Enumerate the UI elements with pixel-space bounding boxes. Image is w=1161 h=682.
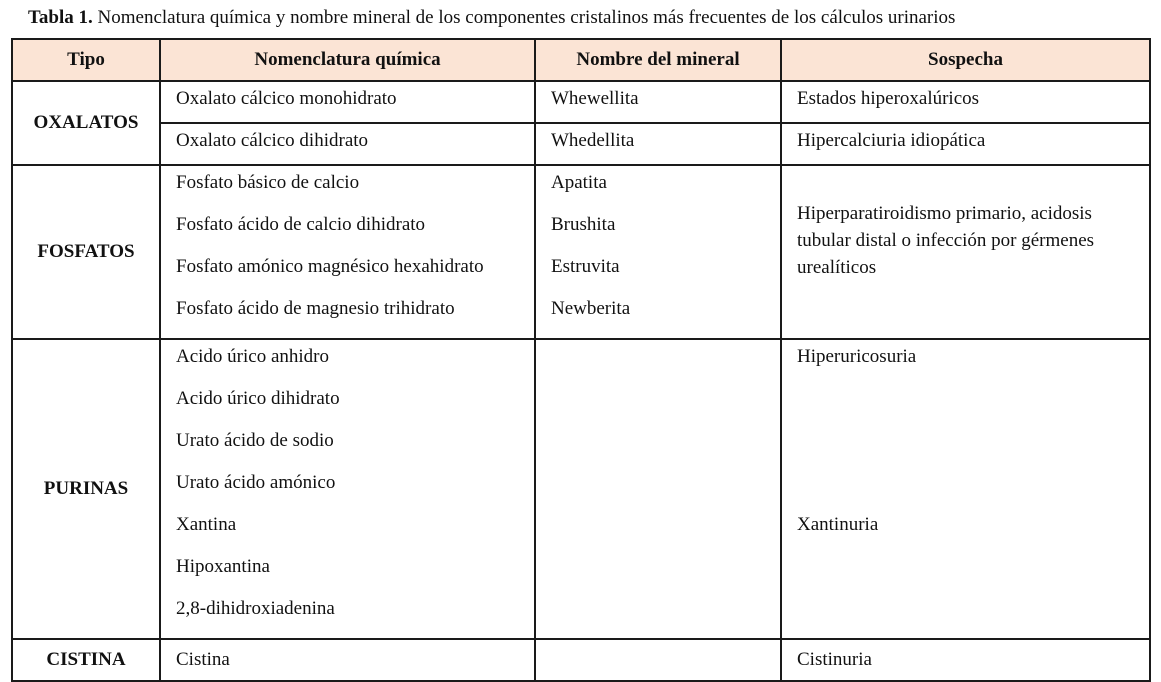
caption-label: Tabla 1. [28, 7, 93, 28]
chem-item: Fosfato ácido de magnesio trihidrato [176, 298, 455, 319]
suspicion-cell [781, 165, 1150, 339]
chem-item: Urato ácido de sodio [176, 430, 334, 451]
type-cistina: CISTINA [12, 639, 160, 681]
suspicion-item [797, 554, 1134, 596]
mineral-cell-empty [535, 339, 781, 639]
table-caption [28, 7, 955, 29]
table-row [12, 339, 1150, 639]
header-row [12, 39, 1150, 81]
suspicion-cell-group [781, 339, 1150, 639]
header-tipo: Tipo [12, 39, 160, 81]
mineral-item: Apatita [551, 172, 607, 193]
chem-item: Xantina [176, 514, 237, 535]
chem-cell: Oxalato cálcico dihidrato [160, 123, 535, 165]
chem-item: Fosfato básico de calcio [176, 172, 360, 193]
chem-item: Acido úrico anhidro [176, 346, 330, 367]
chem-cell-group [160, 339, 535, 639]
suspicion-item [797, 386, 1134, 428]
chem-item: Fosfato amónico magnésico hexahidrato [176, 256, 484, 277]
mineral-item: Newberita [551, 298, 631, 319]
table-row [12, 165, 1150, 339]
mineral-item: Brushita [551, 214, 616, 235]
suspicion-item [797, 428, 1134, 470]
type-purinas: PURINAS [12, 339, 160, 639]
chem-item: Fosfato ácido de calcio dihidrato [176, 214, 426, 235]
suspicion-cell: Hipercalciuria idiopática [781, 123, 1150, 165]
suspicion-item: Hiperuricosuria [797, 346, 917, 367]
mineral-item: Estruvita [551, 256, 620, 277]
chem-item: Urato ácido amónico [176, 472, 336, 493]
suspicion-item [797, 470, 1134, 512]
mineral-cell-group [535, 165, 781, 339]
table-row [12, 639, 1150, 681]
chem-item: Hipoxantina [176, 556, 270, 577]
caption-text: Nomenclatura química y nombre mineral de los componentes cristalinos más frecuentes de los cálculos urinarios [97, 7, 956, 28]
chem-cell-group [160, 165, 535, 339]
type-oxalatos: OXALATOS [12, 81, 160, 165]
chem-cell: Cistina [160, 639, 535, 681]
table-row [12, 81, 1150, 123]
type-fosfatos: FOSFATOS [12, 165, 160, 339]
mineral-cell: Whewellita [535, 81, 781, 123]
chem-item: 2,8-dihidroxiadenina [176, 598, 335, 619]
suspicion-text: Hiperparatiroidismo primario, acidosis tubular distal o infección por gérmenes urealíticos [797, 203, 1095, 278]
header-mineral: Nombre del mineral [535, 39, 781, 81]
header-nomenclatura: Nomenclatura química [160, 39, 535, 81]
mineral-cell [535, 639, 781, 681]
minerals-table [11, 38, 1151, 682]
mineral-cell: Whedellita [535, 123, 781, 165]
chem-cell: Oxalato cálcico monohidrato [160, 81, 535, 123]
suspicion-cell: Cistinuria [781, 639, 1150, 681]
chem-item: Acido úrico dihidrato [176, 388, 340, 409]
table-row [12, 123, 1150, 165]
suspicion-item: Xantinuria [797, 514, 879, 535]
header-sospecha: Sospecha [781, 39, 1150, 81]
suspicion-item [797, 596, 1134, 638]
suspicion-cell: Estados hiperoxalúricos [781, 81, 1150, 123]
